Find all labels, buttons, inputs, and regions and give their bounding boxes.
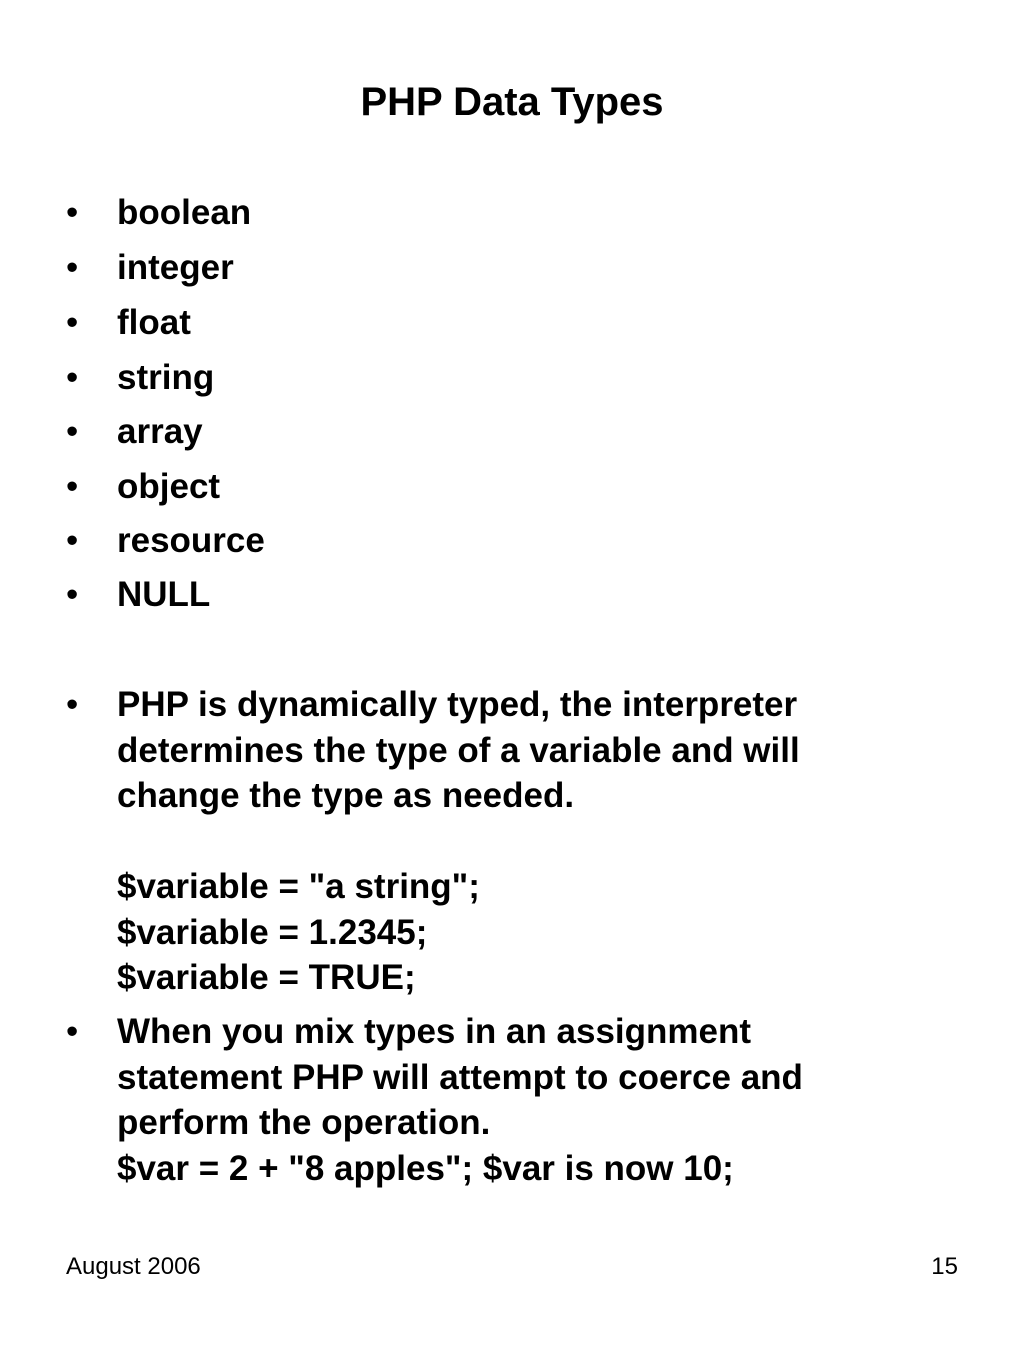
text-line: change the type as needed. [117,776,575,815]
bullet-icon: • [66,303,79,342]
bullet-icon: • [66,685,79,724]
type-label: array [117,412,203,451]
text-line: perform the operation. [117,1103,491,1142]
bullet-icon: • [66,358,79,397]
type-label: resource [117,521,265,560]
type-label: NULL [117,575,211,614]
slide-title: PHP Data Types [360,80,664,124]
code-line: $var = 2 + "8 apples"; $var is now 10; [117,1148,734,1188]
footer-date: August 2006 [66,1253,201,1280]
bullet-icon: • [66,412,79,451]
text-line: When you mix types in an assignment [117,1012,752,1051]
spacer [117,819,897,865]
text-line: PHP is dynamically typed, the interpreter [117,685,798,724]
code-line: $variable = 1.2345; [117,912,428,952]
bullet-icon: • [66,575,79,614]
type-label: string [117,358,215,397]
dynamic-typing-text [117,682,897,1001]
text-line: statement PHP will attempt to coerce and [117,1057,803,1097]
text-line: determines the type of a variable and will [117,730,800,770]
code-line: $variable = "a string"; [117,867,480,906]
bullet-icon: • [66,521,79,560]
bullet-icon: • [66,467,79,506]
type-label: boolean [117,193,252,232]
bullet-icon: • [66,248,79,287]
bullet-icon: • [66,193,79,232]
type-label: float [117,303,191,342]
code-line: $variable = TRUE; [117,958,416,997]
coercion-text [117,1009,897,1191]
page-number: 15 [931,1253,958,1280]
type-label: object [117,467,221,506]
type-label: integer [117,248,234,287]
bullet-icon: • [66,1012,79,1051]
